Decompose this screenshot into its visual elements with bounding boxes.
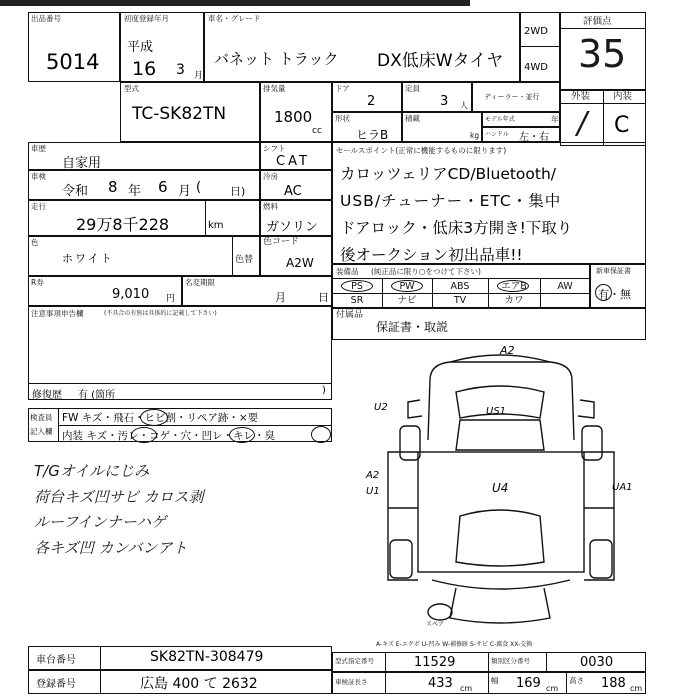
- usage: 自家用: [62, 156, 102, 171]
- color-code: A2W: [286, 256, 314, 270]
- check-row-1: FW キズ・飛石・ヒビ割・リペア跡・×要: [62, 412, 259, 424]
- equip-airbag: エアB: [501, 281, 527, 292]
- equipment-sub: (純正品に限り○をつけて下さい): [371, 267, 481, 276]
- repair-close: ): [322, 385, 326, 396]
- selling-point-line-1: カロッツェリアCD/Bluetooth/: [340, 165, 557, 183]
- plate-number: 広島 400 て 2632: [140, 676, 258, 692]
- model-name: バネット トラック: [214, 50, 339, 68]
- plate-label: 登録番号: [36, 679, 76, 690]
- inspection-year: 8: [108, 178, 118, 196]
- color-code-label: 色コード: [263, 237, 300, 247]
- mark-front: US1: [486, 406, 507, 417]
- fuel: ガソリン: [266, 220, 319, 235]
- equip-aw: AW: [557, 281, 573, 292]
- usage-label: 車歴: [31, 144, 46, 153]
- notes-sub: (不具合の有無は具体的に記載して下さい): [104, 310, 217, 317]
- height-unit: cm: [630, 684, 643, 693]
- mark-left-low: U1: [366, 486, 380, 497]
- accessories: 保証書・取説: [376, 320, 449, 334]
- selling-points-label: セールスポイント(正常に機能するものに限ります): [336, 146, 507, 155]
- displacement-unit: cc: [312, 126, 322, 136]
- designation-value: 11529: [414, 655, 456, 670]
- dimensions-box: [332, 672, 646, 694]
- handle-value: 左・右: [519, 132, 549, 143]
- selling-point-line-4: 後オークション初出品車!!: [340, 246, 523, 264]
- mark-spare: スペア: [426, 621, 445, 628]
- equip-sr: SR: [350, 295, 364, 306]
- recycle: 9,010: [112, 287, 150, 302]
- handle-label: ハンドル: [485, 131, 510, 138]
- color-change: 色替: [235, 255, 254, 265]
- equip-abs: ABS: [450, 281, 470, 292]
- equip-tv: TV: [453, 295, 467, 306]
- first-reg-month: 3: [176, 62, 185, 78]
- chassis-label: 車台番号: [36, 655, 76, 666]
- capacity: 3: [440, 94, 449, 109]
- model-grade: DX低床Wタイヤ: [377, 51, 504, 71]
- car-diagram: [360, 340, 646, 630]
- equipment-label: 装備品: [336, 267, 359, 276]
- top-strip: [0, 0, 470, 6]
- check-circle-2: [131, 427, 157, 443]
- first-reg-unit: 月: [194, 71, 204, 81]
- recycle-unit: 円: [166, 294, 176, 304]
- selling-point-line-3: ドアロック・低床3方開き!下取り: [340, 219, 573, 237]
- length-value: 433: [428, 676, 453, 691]
- inspection-month: 6: [158, 178, 168, 196]
- manual-value: 有・無: [598, 288, 631, 301]
- first-reg-year: 16: [132, 58, 157, 80]
- color: ホワイト: [62, 252, 114, 265]
- manual-label: 新車保証書: [596, 267, 631, 275]
- capacity-label: 定員: [405, 84, 420, 93]
- drive-4wd: 4WD: [524, 62, 548, 73]
- name-change-day: 日: [318, 291, 329, 304]
- inspection-year-unit: 年: [128, 184, 142, 199]
- designation-label: 型式指定番号: [335, 657, 374, 665]
- dealer-label: ディーラー・並行: [484, 93, 540, 101]
- model-name-label: 車名・グレード: [208, 14, 261, 23]
- model-code: TC-SK82TN: [132, 104, 227, 124]
- notes-label: 注意事項申告欄: [31, 309, 84, 318]
- color-label: 色: [31, 238, 39, 247]
- fuel-label: 燃料: [263, 202, 278, 211]
- inspection-day-unit: 日): [230, 185, 246, 198]
- mark-left-upper: U2: [374, 402, 388, 413]
- legend: A-キズ E-エクボ U-凹み W-補修跡 S-サビ C-腐食 XX-交換: [376, 641, 533, 648]
- score-label: 評価点: [583, 16, 612, 27]
- inspection-label: 車検: [31, 172, 46, 181]
- displacement: 1800: [274, 108, 313, 126]
- accessories-label: 付属品: [336, 310, 364, 320]
- body-type: ヒラB: [356, 128, 389, 142]
- check-circle-4: [311, 426, 331, 443]
- mileage-label: 走行: [31, 202, 46, 211]
- model-year-unit: 年: [551, 115, 559, 124]
- name-change-label: 名変期限: [185, 278, 215, 287]
- equip-pw: PW: [399, 281, 415, 292]
- repair-value: 有 (箇所: [78, 390, 116, 401]
- doors: 2: [367, 94, 376, 109]
- ext-value: /: [577, 106, 588, 141]
- length-label: 車検証長さ: [335, 678, 368, 686]
- shift: CAT: [276, 154, 310, 169]
- handwritten-note-1: T/Gオイルにじみ: [34, 462, 150, 480]
- model-code-label: 型式: [124, 84, 139, 93]
- manual-circle: [595, 284, 612, 301]
- name-change-month: 月: [275, 291, 286, 304]
- int-label: 内装: [613, 91, 633, 102]
- shift-label: シフト: [263, 144, 286, 153]
- displacement-label: 排気量: [263, 84, 286, 93]
- inspection-era: 令和: [62, 184, 89, 199]
- chassis-number: SK82TN-308479: [150, 649, 264, 665]
- handwritten-note-2: 荷台キズ凹サビ カロス剥: [34, 488, 204, 506]
- height-value: 188: [601, 676, 626, 691]
- mark-left-mid: A2: [366, 470, 380, 481]
- aircon-label: 冷房: [263, 172, 278, 181]
- mark-top: A2: [500, 344, 515, 357]
- body-type-label: 形状: [335, 114, 350, 123]
- lot-number: 5014: [46, 50, 100, 74]
- inspection-month-unit: 月: [178, 184, 192, 199]
- selling-point-line-2: USB/チューナー・ETC・集中: [340, 192, 562, 210]
- mileage-unit: km: [208, 220, 224, 231]
- first-reg-label: 初度登録年月: [124, 14, 169, 23]
- check-label-1: 検査員: [30, 413, 53, 422]
- length-unit: cm: [460, 684, 473, 693]
- handwritten-note-3: ルーフインナーハゲ: [34, 513, 167, 531]
- int-value: C: [614, 113, 630, 138]
- width-label: 幅: [491, 676, 499, 685]
- aircon: AC: [284, 184, 302, 199]
- first-reg-era: 平成: [127, 40, 154, 55]
- ext-label: 外装: [571, 91, 591, 102]
- load-unit: kg: [470, 131, 480, 140]
- load-label: 積載: [405, 114, 420, 123]
- handwritten-note-4: 各キズ凹 カンバンアト: [34, 539, 188, 557]
- width-value: 169: [516, 676, 541, 691]
- recycle-box: [28, 276, 182, 306]
- width-unit: cm: [546, 684, 559, 693]
- height-label: 高さ: [569, 676, 584, 685]
- repair: 修復歴: [32, 390, 62, 401]
- mileage: 29万8千228: [76, 215, 170, 234]
- lot-label: 出品番号: [31, 14, 61, 23]
- category-value: 0030: [580, 655, 614, 670]
- check-row-2: 内装 キズ・汚レ・コゲ・穴・凹レ・キレ・臭: [62, 430, 276, 442]
- inspection-paren: (: [196, 180, 202, 195]
- capacity-unit: 人: [460, 101, 468, 110]
- recycle-label: R券: [31, 278, 44, 287]
- drive-2wd: 2WD: [524, 26, 548, 37]
- equip-navi: ナビ: [397, 295, 417, 306]
- check-label-2: 記入欄: [30, 427, 53, 436]
- score-value: 35: [578, 32, 627, 76]
- model-year-label: モデル年式: [485, 116, 515, 123]
- doors-label: ドア: [335, 84, 350, 93]
- equip-leather: カワ: [504, 295, 524, 306]
- category-label: 類別区分番号: [491, 657, 530, 665]
- check-circle-3: [229, 427, 255, 443]
- notes-box: [28, 306, 332, 400]
- equip-ps: PS: [351, 281, 363, 292]
- mark-right: UA1: [612, 482, 633, 493]
- check-circle-1: [140, 409, 168, 426]
- mark-center: U4: [492, 481, 509, 495]
